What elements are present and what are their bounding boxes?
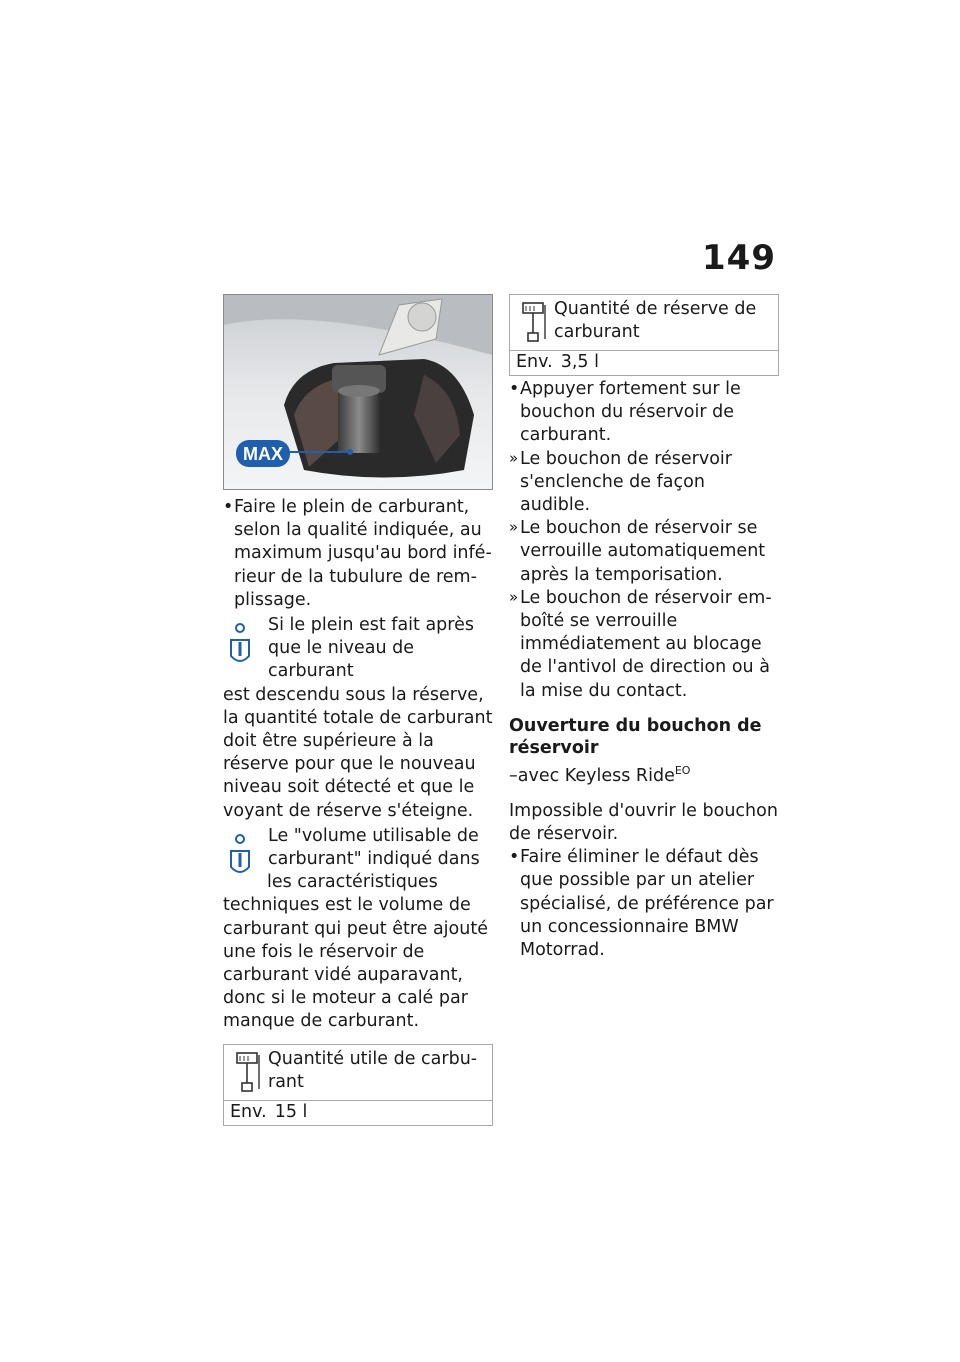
result-item [509,448,779,518]
fuel-pump-icon [522,301,548,343]
result-item [509,587,779,703]
section-heading: Ouverture du bouchon de réservoir [509,715,762,758]
right-column [509,294,779,962]
info-icon [223,622,257,666]
paragraph: Impossible d'ouvrir le bouchon de réservoir. [509,800,778,845]
bullet-text: Faire éliminer le défaut dès que possible par un atelier spécialisé, de préférence par un concessionnaire BMW Motorrad. [520,847,774,961]
bullet-text: Faire le plein de carburant, selon la qualité indiquée, au maximum jusqu'au bord inférieur de la tubulure de remplissage. [234,497,492,610]
spec-prefix: Env. [230,1101,267,1122]
fuel-filler-photo [223,294,493,490]
info-note [223,614,493,823]
note-first-line: Si le plein est fait après que le niveau de carburant [268,615,474,682]
bullet-dot: • [509,379,520,399]
bullet-dot: • [223,497,234,517]
fuel-pump-icon [236,1051,262,1093]
result-arrow: » [509,518,519,537]
spec-box-reserve-fuel [509,294,779,376]
option-code: EO [674,763,691,777]
left-column [223,294,493,1126]
bullet-text: Appuyer fortement sur le bouchon du réservoir de carburant. [520,379,741,446]
max-label: MAX [243,444,283,464]
page-number: 149 [702,238,776,278]
spec-box-usable-fuel [223,1044,493,1126]
result-item [509,517,779,587]
list-item [223,496,493,612]
subheading-text: –avec Keyless Ride [509,765,675,786]
spec-title: Quantité de réserve de carburant [554,299,757,343]
spec-value: 15 l [274,1101,308,1122]
note-first-line: Le "volume utilisable de carburant" indiqué dans [268,825,480,870]
spec-title: Quantité utile de carburant [268,1048,478,1092]
result-text: Le bouchon de réservoir s'enclenche de façon audible. [520,448,732,516]
note-text: les caractéristiques techniques est le volume de carburant qui peut être ajouté une fois le réservoir de carburant vidé auparavant, donc si le moteur a calé par manque de carburant. [223,872,488,1032]
bullet-dot: • [509,847,520,868]
list-item [509,378,779,448]
note-text: est descendu sous la réserve, la quantité totale de carburant doit être supérieure à la réserve pour que le nouveau niveau soit détecté et que le voyant de réserve s'éteigne. [223,684,493,821]
info-icon [223,833,257,877]
result-text: Le bouchon de réservoir se verrouille automatiquement après la temporisation. [520,518,766,585]
result-text: Le bouchon de réservoir emboîté se verrouille immédiatement au blocage de l'antivol de direction ou à la mise du contact. [520,587,772,701]
spec-value: 3,5 l [560,352,599,372]
section-subheading [509,759,779,788]
spec-prefix: Env. [516,352,553,372]
result-arrow: » [509,587,519,606]
info-note [223,825,493,1034]
fuel-tank-illustration [224,295,492,489]
list-item [509,846,779,962]
result-arrow: » [509,448,519,467]
